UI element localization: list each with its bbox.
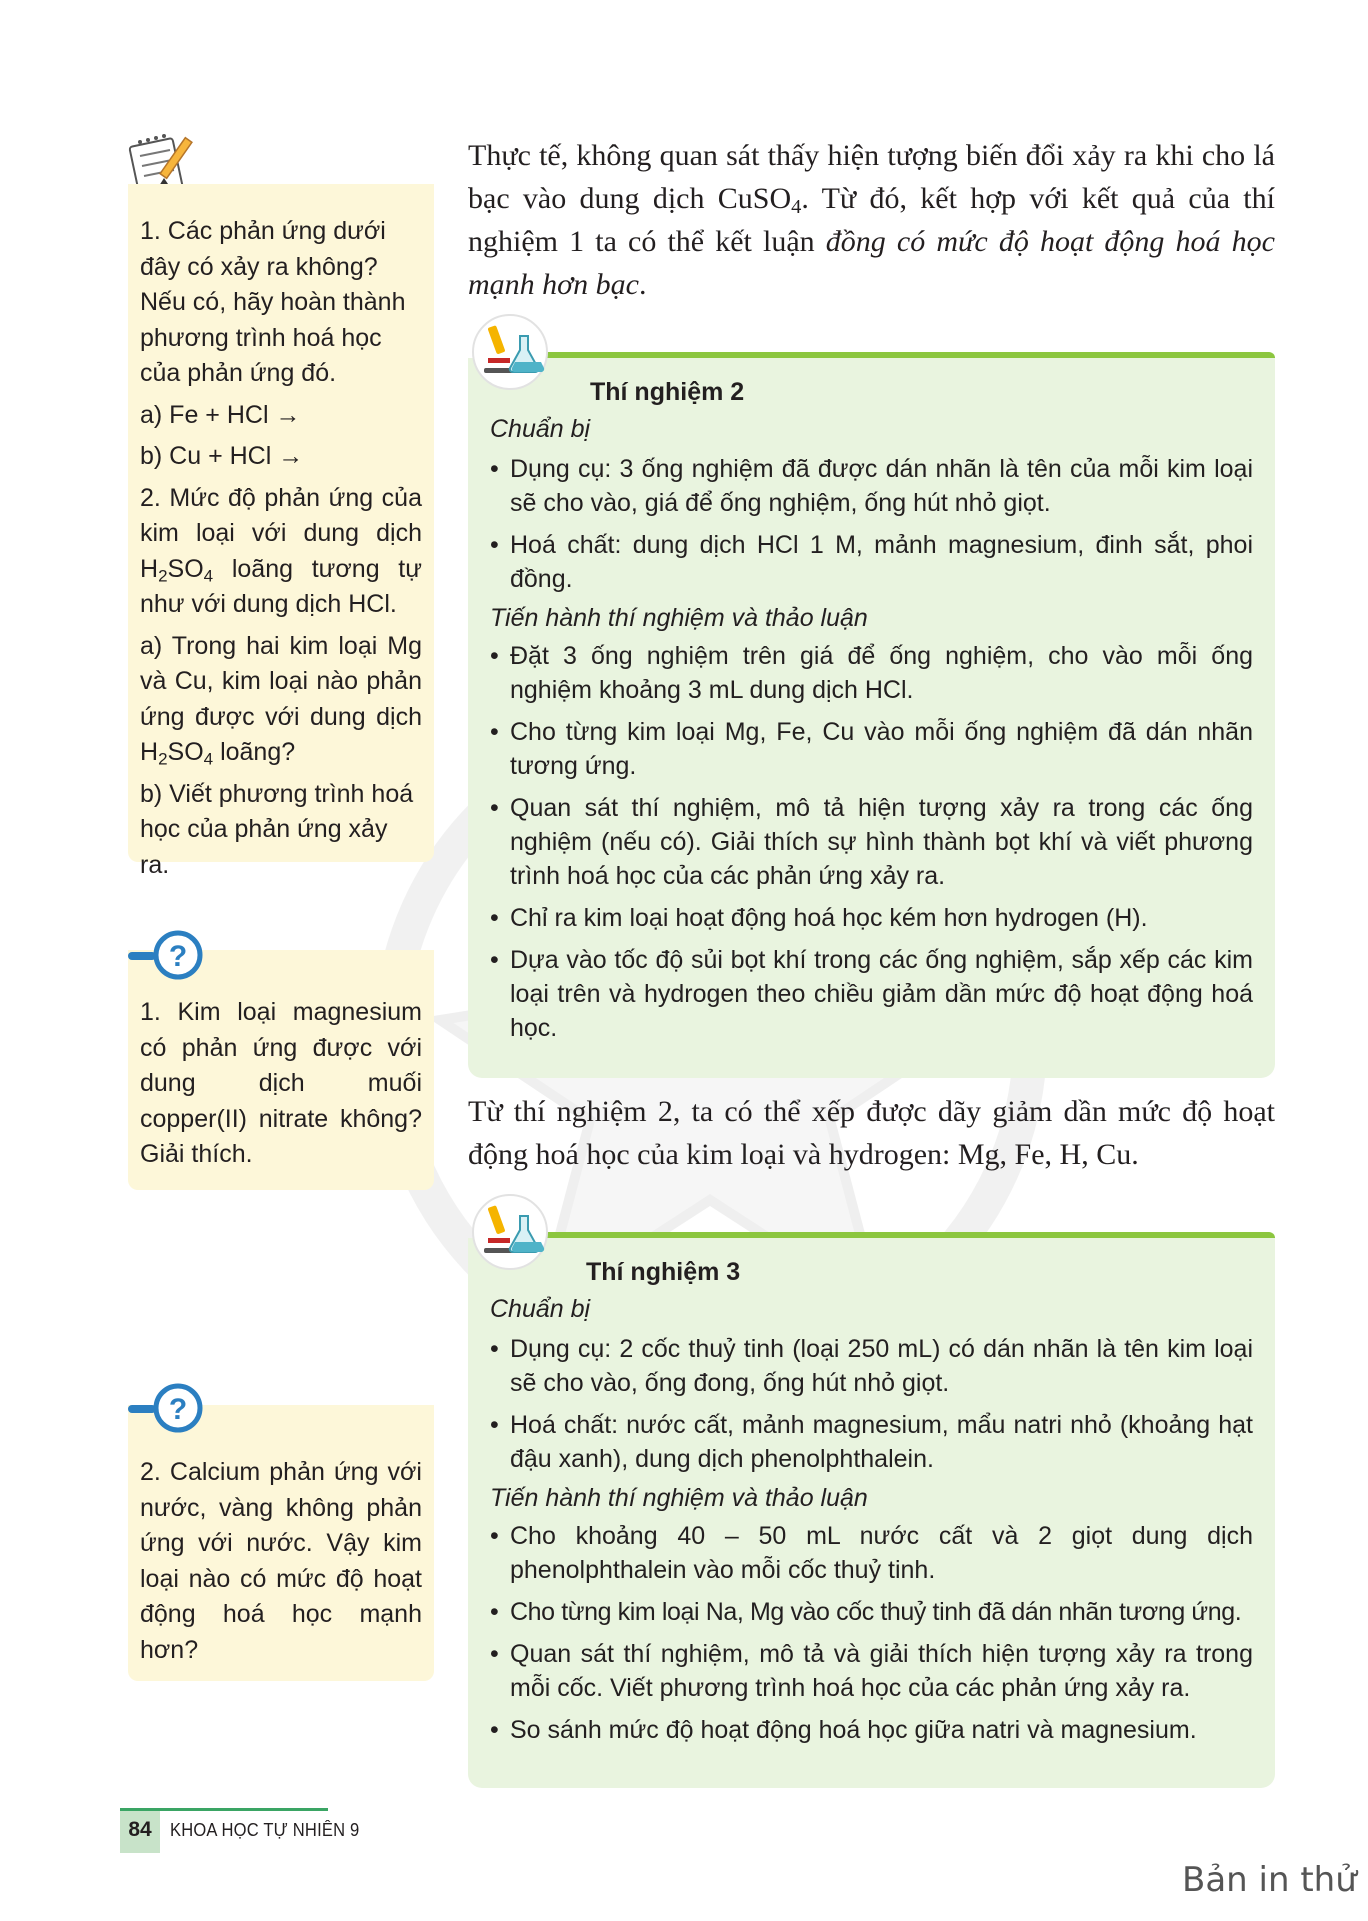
question-2-text: 2. Calcium phản ứng với nước, vàng không phản ứng với nước. Vậy kim loại nào có mức độ hoạt động hoá học mạnh hơn? xyxy=(140,1458,422,1664)
microscope-flask-icon xyxy=(470,1192,550,1272)
experiment-2-procedure-list xyxy=(490,639,1253,1045)
list-item: • Quan sát thí nghiệm, mô tả và giải thích hiện tượng xảy ra trong mỗi cốc. Viết phương trình hoá học của các phản ứng xảy ra. xyxy=(490,1637,1253,1705)
list-item: • Hoá chất: nước cất, mảnh magnesium, mẩu natri nhỏ (khoảng hạt đậu xanh), dung dịch phenolphthalein. xyxy=(490,1408,1253,1476)
note-question-1b: b) Cu + HCl → xyxy=(140,442,304,470)
experiment-3-title: Thí nghiệm 3 xyxy=(586,1258,741,1286)
experiment-3-procedure-list xyxy=(490,1519,1253,1747)
list-item: • Cho khoảng 40 – 50 mL nước cất và 2 giọt dung dịch phenolphthalein vào mỗi cốc thuỷ tinh. xyxy=(490,1519,1253,1587)
note-question-2a: a) Trong hai kim loại Mg và Cu, kim loại nào phản ứng được với dung dịch $H_2SO_4$ loãng? xyxy=(140,631,422,769)
list-item: • So sánh mức độ hoạt động hoá học giữa natri và magnesium. xyxy=(490,1713,1253,1747)
list-item: • Hoá chất: dung dịch HCl 1 M, mảnh magnesium, đinh sắt, phoi đồng. xyxy=(490,528,1253,596)
question-box-2 xyxy=(128,1405,434,1681)
experiment-2-title: Thí nghiệm 2 xyxy=(590,378,745,406)
note-question-1: 1. Các phản ứng dưới đây có xảy ra không? Nếu có, hãy hoàn thành phương trình hoá học của phản ứng đó. xyxy=(140,217,406,387)
experiment-3-prep-heading: Chuẩn bị xyxy=(490,1295,591,1323)
intro-paragraph: Thực tế, không quan sát thấy hiện tượng biến đổi xảy ra khi cho lá bạc vào dung dịch CuSO$_4$. Từ đó, kết hợp với kết quả của thí nghiệm 1 ta có thể kết luận đồng có mức độ hoạt động hoá học mạnh hơn bạc. xyxy=(468,139,1275,301)
list-item: • Cho từng kim loại Na, Mg vào cốc thuỷ tinh đã dán nhãn tương ứng. xyxy=(490,1595,1253,1629)
experiment-3-box xyxy=(468,1238,1275,1788)
question-magnifier-icon xyxy=(126,1378,206,1438)
experiment-2-procedure-heading: Tiến hành thí nghiệm và thảo luận xyxy=(490,604,868,632)
microscope-flask-icon xyxy=(470,312,550,392)
question-magnifier-icon xyxy=(126,925,206,985)
list-item: • Dụng cụ: 3 ống nghiệm đã được dán nhãn là tên của mỗi kim loại sẽ cho vào, giá để ống nghiệm, ống hút nhỏ giọt. xyxy=(490,452,1253,520)
list-item: • Chỉ ra kim loại hoạt động hoá học kém hơn hydrogen (H). xyxy=(490,901,1253,935)
list-item: • Dụng cụ: 2 cốc thuỷ tinh (loại 250 mL) có dán nhãn là tên kim loại sẽ cho vào, ống đong, ống hút nhỏ giọt. xyxy=(490,1332,1253,1400)
list-item: • Đặt 3 ống nghiệm trên giá để ống nghiệm, cho vào mỗi ống nghiệm khoảng 3 mL dung dịch HCl. xyxy=(490,639,1253,707)
list-item: • Dựa vào tốc độ sủi bọt khí trong các ống nghiệm, sắp xếp các kim loại trên và hydrogen theo chiều giảm dần mức độ hoạt động hoá học. xyxy=(490,943,1253,1045)
svg-text:?: ? xyxy=(168,940,188,973)
page-number: 84 xyxy=(128,1818,152,1841)
question-box-1 xyxy=(128,950,434,1190)
summary-paragraph: Từ thí nghiệm 2, ta có thể xếp được dãy giảm dần mức độ hoạt động hoá học của kim loại và hydrogen: Mg, Fe, H, Cu. xyxy=(468,1095,1275,1171)
draft-watermark-text: Bản in thử xyxy=(1182,1860,1357,1900)
experiment-2-box xyxy=(468,358,1275,1078)
sidebar-note-box xyxy=(128,184,434,879)
list-item: • Cho từng kim loại Mg, Fe, Cu vào mỗi ống nghiệm đã dán nhãn tương ứng. xyxy=(490,715,1253,783)
svg-text:?: ? xyxy=(168,1393,188,1426)
note-question-2: 2. Mức độ phản ứng của kim loại với dung dịch $H_2SO_4$ loãng tương tự như với dung dịch HCl. xyxy=(140,483,422,618)
book-title: KHOA HỌC TỰ NHIÊN 9 xyxy=(170,1820,360,1840)
experiment-3-procedure-heading: Tiến hành thí nghiệm và thảo luận xyxy=(490,1484,868,1512)
experiment-3-prep-list xyxy=(490,1332,1253,1476)
note-question-2b: b) Viết phương trình hoá học của phản ứng xảy ra. xyxy=(140,779,414,879)
note-question-1a: a) Fe + HCl → xyxy=(140,400,301,429)
experiment-2-prep-heading: Chuẩn bị xyxy=(490,415,591,443)
list-item: • Quan sát thí nghiệm, mô tả hiện tượng xảy ra trong các ống nghiệm (nếu có). Giải thích sự hình thành bọt khí và viết phương trình hoá học của các phản ứng xảy ra. xyxy=(490,791,1253,893)
experiment-2-prep-list xyxy=(490,452,1253,596)
question-1-text: 1. Kim loại magnesium có phản ứng được với dung dịch muối copper(II) nitrate không? Giải thích. xyxy=(140,998,422,1168)
